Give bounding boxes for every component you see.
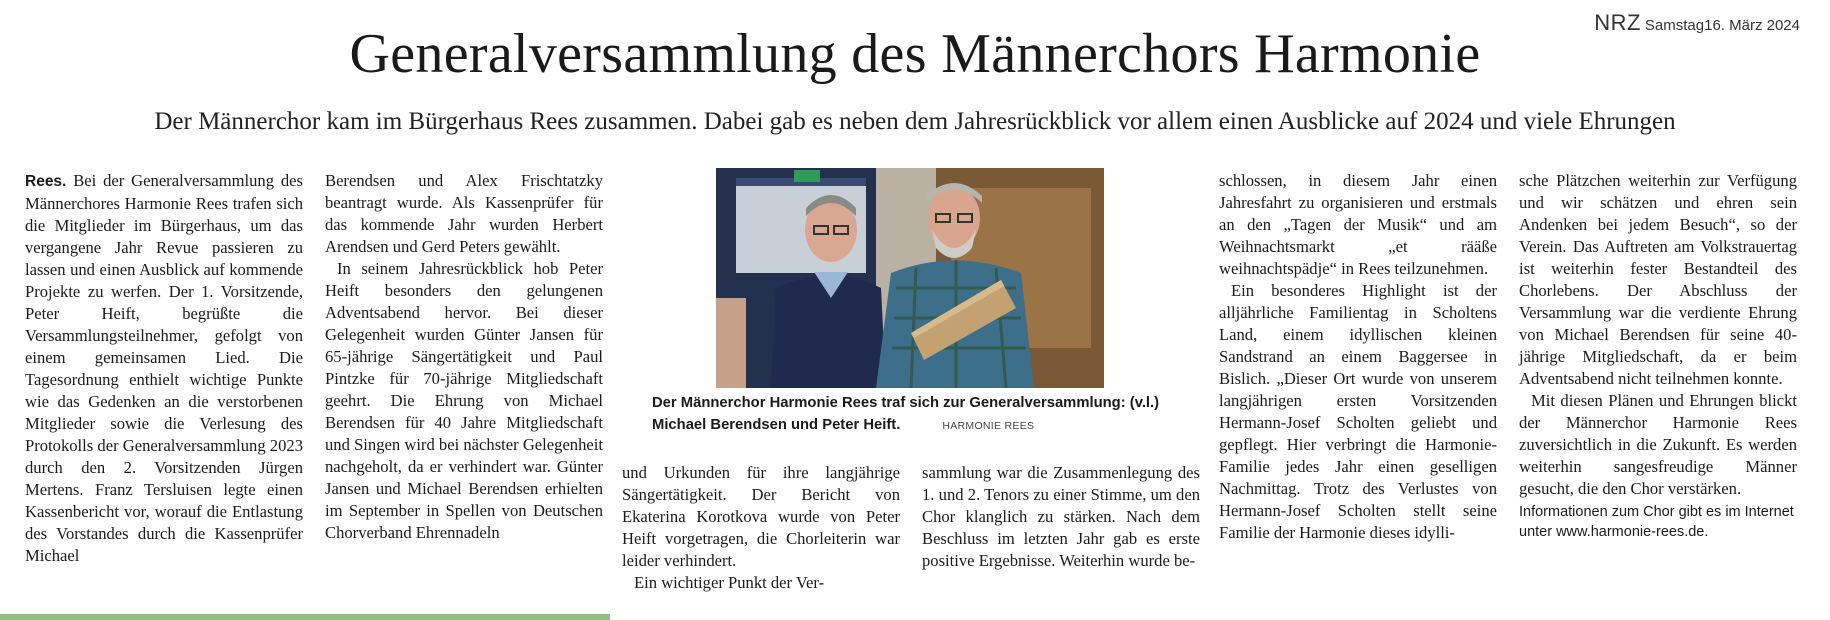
photo-two-men-with-gift-icon <box>716 168 1104 388</box>
column-2-paragraph-2: In seinem Jahresrückblick hob Peter Heift besonders den gelungenen Adventsabend hervor. Bei dieser Gelegenheit wurden Günter Jansen für 65-jährige Sängertätigkeit und Paul Pintzke für 70-jährige Mitgliedschaft geehrt. Die Ehrung von Michael Berendsen für 40 Jahre Mitgliedschaft und Singen wird bei nächster Gelegenheit nachgeholt, da er verhindert war. Günter Jansen und Michael Berendsen erhielten im September in Spellen von Deutschen Chorverband Ehrennadeln <box>325 259 603 542</box>
article-column-6 <box>1519 170 1797 542</box>
article-column-3 <box>622 462 900 594</box>
dateline: Rees. <box>25 173 67 190</box>
article-photo <box>716 168 1104 388</box>
column-6-paragraph-1: sche Plätzchen weiterhin zur Verfügung und wir schätzen und ehren sein Andenken bei jedem Besuch“, so der Verein. Das Auftreten am Volkstrauertag ist weiterhin fester Bestandteil des Chorlebens. Der Abschluss der Versammlung war die verdiente Ehrung von Michael Berendsen für seine 40-jährige Mitgliedschaft, da er beim Adventsabend nicht teilnehmen konnte. <box>1519 171 1797 388</box>
article-column-4 <box>922 462 1200 572</box>
article-column-5 <box>1219 170 1497 544</box>
column-3-paragraph-1: und Urkunden für ihre langjährige Sängertätigkeit. Der Bericht von Ekaterina Korotkova wurde von Peter Heift vorgetragen, die Chorleiterin war leider verhindert. <box>622 463 900 570</box>
photo-caption <box>652 392 1184 437</box>
article-column-1 <box>25 170 303 567</box>
article-headline: Generalversammlung des Männerchors Harmonie <box>349 23 1481 85</box>
column-1-text: Bei der Generalversammlung des Männerchores Harmonie Rees trafen sich die Mitglieder im Bürgerhaus, um das vergangene Jahr Revue passieren zu lassen und einen Ausblick auf kommende Projekte zu werfen. Der 1. Vorsitzende, Peter Heift, begrüßte die Versammlungsteilnehmer, gefolgt von einem gemeinsamen Lied. Die Tagesordnung enthielt wichtige Punkte wie das Gedenken an die verstorbenen Mitglieder sowie die Verlesung des Protokolls der Generalversammlung 2023 durch den 2. Vorsitzenden Jürgen Mertens. Franz Tersluisen legte einen Kassenbericht vor, worauf die Entlastung des Vorstandes durch die Kassenprüfer Michael <box>25 171 303 565</box>
column-4-text: sammlung war die Zusammenlegung des 1. und 2. Tenors zu einer Stimme, um den Chor klanglich zu stärken. Nach dem Beschluss im letzten Jahr gab es erste positive Ergebnisse. Weiterhin wurde be- <box>922 463 1200 570</box>
photo-caption-text: Der Männerchor Harmonie Rees traf sich zur Generalversammlung: (v.l.) Michael Berendsen und Peter Heift. <box>652 395 1160 433</box>
photo-credit: HARMONIE REES <box>942 420 1035 432</box>
issue-date: Samstag16. März 2024 <box>1644 17 1800 34</box>
column-5-paragraph-1: schlossen, in diesem Jahr einen Jahresfahrt zu organisieren und erstmals an den „Tagen der Musik“ und am Weihnachtsmarkt „et rääße weihnachtspädje“ in Rees teilzunehmen. <box>1219 171 1497 278</box>
info-line: Informationen zum Chor gibt es im Internet unter www.harmonie-rees.de. <box>1519 504 1794 540</box>
column-5-paragraph-2: Ein besonderes Highlight ist der alljährliche Familientag in Scholtens Land, einem idyllischen kleinen Sandstrand an einem Baggersee in Bislich. „Dieser Ort wurde von unserem langjährigen ersten Vorsitzenden Hermann-Josef Scholten geliebt und gepflegt. Hier verbringt die Harmonie-Familie jedes Jahr einen geselligen Nachmittag. Trotz des Verlustes von Hermann-Josef Scholten stellt seine Familie der Harmonie dieses idylli- <box>1219 281 1497 542</box>
column-2-paragraph-1: Berendsen und Alex Frischtatzky beantragt wurde. Als Kassenprüfer für das kommende Jahr wurden Herbert Arendsen und Gerd Peters gewählt. <box>325 171 603 256</box>
newspaper-brand: NRZ <box>1594 10 1641 35</box>
article-column-2 <box>325 170 603 544</box>
article-subheadline: Der Männerchor kam im Bürgerhaus Rees zusammen. Dabei gab es neben dem Jahresrückblick vor allem einen Ausblicke auf 2024 und viele Ehrungen <box>154 108 1676 135</box>
column-6-paragraph-2: Mit diesen Plänen und Ehrungen blickt der Männerchor Harmonie Rees zuversichtlich in die Zukunft. Es werden weiterhin sangesfreudige Männer gesucht, die den Chor verstärken. <box>1519 391 1797 498</box>
bottom-accent-rule <box>0 614 610 620</box>
column-3-paragraph-2: Ein wichtiger Punkt der Ver- <box>634 573 825 592</box>
